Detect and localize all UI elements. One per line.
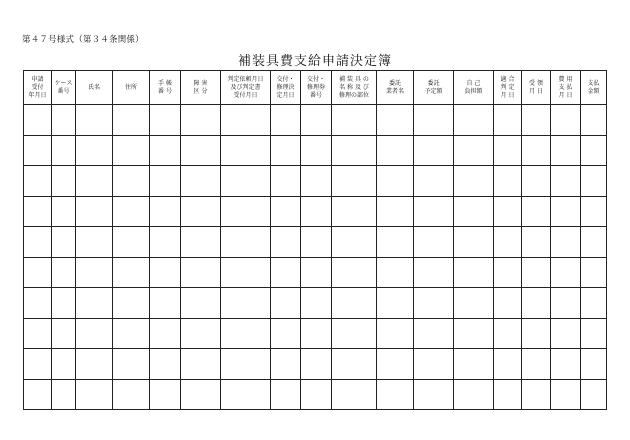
table-cell[interactable] — [271, 257, 301, 288]
table-cell[interactable] — [522, 196, 551, 227]
table-cell[interactable] — [52, 257, 76, 288]
table-cell[interactable] — [113, 166, 150, 197]
table-cell[interactable] — [52, 105, 76, 136]
header-voucher-number: 交付・ 修理券 番号 — [301, 71, 332, 105]
table-cell[interactable] — [271, 135, 301, 166]
table-cell[interactable] — [76, 379, 113, 410]
table-cell[interactable] — [581, 227, 607, 258]
table-cell[interactable] — [113, 105, 150, 136]
table-cell[interactable] — [414, 166, 454, 197]
table-cell[interactable] — [414, 196, 454, 227]
table-cell[interactable] — [522, 135, 551, 166]
table-cell[interactable] — [24, 349, 52, 380]
table-cell[interactable] — [52, 135, 76, 166]
table-cell[interactable] — [24, 288, 52, 319]
table-row — [24, 379, 607, 410]
table-cell[interactable] — [150, 349, 181, 380]
ledger-table — [23, 70, 607, 410]
table-cell[interactable] — [522, 257, 551, 288]
table-cell[interactable] — [52, 349, 76, 380]
table-cell[interactable] — [150, 288, 181, 319]
table-cell[interactable] — [52, 196, 76, 227]
table-cell[interactable] — [522, 166, 551, 197]
table-cell[interactable] — [522, 227, 551, 258]
table-cell[interactable] — [581, 135, 607, 166]
table-cell[interactable] — [150, 257, 181, 288]
table-cell[interactable] — [150, 227, 181, 258]
table-cell[interactable] — [52, 379, 76, 410]
table-row — [24, 318, 607, 349]
table-cell[interactable] — [221, 227, 271, 258]
table-cell[interactable] — [581, 288, 607, 319]
header-handbook-number: 手 帳 番 号 — [150, 71, 181, 105]
table-cell[interactable] — [181, 105, 221, 136]
table-cell[interactable] — [494, 349, 522, 380]
header-self-pay: 自 己 負担額 — [454, 71, 494, 105]
table-cell[interactable] — [494, 318, 522, 349]
table-cell[interactable] — [494, 105, 522, 136]
table-row — [24, 196, 607, 227]
table-cell[interactable] — [377, 349, 414, 380]
table-cell[interactable] — [113, 227, 150, 258]
table-cell[interactable] — [332, 318, 377, 349]
table-cell[interactable] — [454, 105, 494, 136]
table-cell[interactable] — [494, 196, 522, 227]
table-cell[interactable] — [221, 257, 271, 288]
table-cell[interactable] — [301, 105, 332, 136]
table-cell[interactable] — [271, 288, 301, 319]
form-number: 第４７号様式（第３４条関係） — [22, 35, 144, 45]
table-cell[interactable] — [221, 135, 271, 166]
header-payment-amount: 支払 金額 — [581, 71, 607, 105]
table-cell[interactable] — [221, 196, 271, 227]
table-cell[interactable] — [113, 196, 150, 227]
table-cell[interactable] — [24, 227, 52, 258]
table-cell[interactable] — [522, 318, 551, 349]
table-row — [24, 135, 607, 166]
table-cell[interactable] — [301, 288, 332, 319]
table-cell[interactable] — [332, 288, 377, 319]
table-cell[interactable] — [332, 257, 377, 288]
table-cell[interactable] — [377, 227, 414, 258]
table-cell[interactable] — [454, 318, 494, 349]
table-cell[interactable] — [181, 288, 221, 319]
table-cell[interactable] — [301, 227, 332, 258]
header-row — [24, 71, 607, 105]
header-fit-judgment-date: 適 合 判 定 月 日 — [494, 71, 522, 105]
table-cell[interactable] — [221, 349, 271, 380]
table-cell[interactable] — [181, 257, 221, 288]
table-cell[interactable] — [181, 227, 221, 258]
table-cell[interactable] — [332, 379, 377, 410]
table-cell[interactable] — [271, 379, 301, 410]
table-cell[interactable] — [271, 166, 301, 197]
table-cell[interactable] — [332, 349, 377, 380]
table-cell[interactable] — [76, 288, 113, 319]
table-cell[interactable] — [454, 288, 494, 319]
table-cell[interactable] — [221, 318, 271, 349]
table-cell[interactable] — [551, 227, 581, 258]
table-cell[interactable] — [332, 105, 377, 136]
table-cell[interactable] — [454, 379, 494, 410]
table-cell[interactable] — [522, 105, 551, 136]
table-cell[interactable] — [454, 166, 494, 197]
header-application-date: 申請 受付 年月日 — [24, 71, 52, 105]
table-cell[interactable] — [181, 349, 221, 380]
table-cell[interactable] — [113, 135, 150, 166]
table-cell[interactable] — [581, 166, 607, 197]
table-cell[interactable] — [551, 349, 581, 380]
table-cell[interactable] — [494, 288, 522, 319]
table-cell[interactable] — [332, 227, 377, 258]
table-cell[interactable] — [52, 288, 76, 319]
table-cell[interactable] — [150, 166, 181, 197]
table-cell[interactable] — [76, 105, 113, 136]
table-cell[interactable] — [271, 227, 301, 258]
table-cell[interactable] — [24, 105, 52, 136]
header-decision-date: 交付・ 修理決 定月日 — [271, 71, 301, 105]
table-cell[interactable] — [581, 379, 607, 410]
table-cell[interactable] — [221, 105, 271, 136]
table-cell[interactable] — [414, 227, 454, 258]
table-cell[interactable] — [24, 257, 52, 288]
table-cell[interactable] — [76, 166, 113, 197]
table-cell[interactable] — [454, 135, 494, 166]
table-cell[interactable] — [150, 135, 181, 166]
table-cell[interactable] — [52, 227, 76, 258]
table-cell[interactable] — [113, 288, 150, 319]
table-cell[interactable] — [377, 257, 414, 288]
table-cell[interactable] — [414, 288, 454, 319]
table-cell[interactable] — [181, 196, 221, 227]
table-cell[interactable] — [494, 379, 522, 410]
table-row — [24, 257, 607, 288]
table-cell[interactable] — [551, 257, 581, 288]
table-cell[interactable] — [581, 196, 607, 227]
table-cell[interactable] — [301, 318, 332, 349]
table-cell[interactable] — [24, 166, 52, 197]
table-cell[interactable] — [301, 349, 332, 380]
table-cell[interactable] — [551, 166, 581, 197]
table-cell[interactable] — [581, 105, 607, 136]
table-cell[interactable] — [414, 257, 454, 288]
table-cell[interactable] — [454, 227, 494, 258]
table-cell[interactable] — [113, 349, 150, 380]
table-cell[interactable] — [150, 318, 181, 349]
header-judgment-dates: 判定依頼月日 及び判定書 受付月日 — [221, 71, 271, 105]
table-cell[interactable] — [181, 379, 221, 410]
table-row — [24, 105, 607, 136]
table-cell[interactable] — [52, 166, 76, 197]
table-cell[interactable] — [414, 135, 454, 166]
table-cell[interactable] — [581, 257, 607, 288]
table-cell[interactable] — [332, 196, 377, 227]
table-row — [24, 288, 607, 319]
header-name: 氏名 — [76, 71, 113, 105]
table-cell[interactable] — [76, 349, 113, 380]
header-contractor-name: 委託 業者名 — [377, 71, 414, 105]
table-cell[interactable] — [150, 379, 181, 410]
table-cell[interactable] — [24, 135, 52, 166]
table-cell[interactable] — [113, 318, 150, 349]
table-cell[interactable] — [494, 166, 522, 197]
table-cell[interactable] — [301, 257, 332, 288]
table-cell[interactable] — [181, 166, 221, 197]
table-cell[interactable] — [581, 349, 607, 380]
table-cell[interactable] — [271, 105, 301, 136]
table-cell[interactable] — [377, 379, 414, 410]
table-row — [24, 349, 607, 380]
table-cell[interactable] — [24, 379, 52, 410]
header-disability-category: 障 害 区 分 — [181, 71, 221, 105]
table-cell[interactable] — [551, 379, 581, 410]
table-cell[interactable] — [522, 349, 551, 380]
table-cell[interactable] — [377, 105, 414, 136]
table-cell[interactable] — [76, 257, 113, 288]
table-cell[interactable] — [301, 166, 332, 197]
table-cell[interactable] — [76, 196, 113, 227]
table-cell[interactable] — [377, 166, 414, 197]
table-cell[interactable] — [522, 288, 551, 319]
table-cell[interactable] — [377, 135, 414, 166]
table-cell[interactable] — [76, 227, 113, 258]
table-cell[interactable] — [494, 257, 522, 288]
table-cell[interactable] — [454, 196, 494, 227]
ledger-body — [24, 105, 607, 410]
table-cell[interactable] — [271, 196, 301, 227]
table-cell[interactable] — [301, 196, 332, 227]
table-cell[interactable] — [581, 318, 607, 349]
table-cell[interactable] — [454, 349, 494, 380]
table-cell[interactable] — [221, 379, 271, 410]
table-cell[interactable] — [377, 288, 414, 319]
table-cell[interactable] — [271, 349, 301, 380]
table-cell[interactable] — [301, 379, 332, 410]
table-cell[interactable] — [522, 379, 551, 410]
table-cell[interactable] — [332, 135, 377, 166]
table-cell[interactable] — [271, 318, 301, 349]
table-cell[interactable] — [414, 349, 454, 380]
table-cell[interactable] — [551, 318, 581, 349]
table-cell[interactable] — [332, 166, 377, 197]
table-cell[interactable] — [494, 135, 522, 166]
table-cell[interactable] — [221, 166, 271, 197]
table-cell[interactable] — [150, 105, 181, 136]
header-planned-amount: 委託 予定額 — [414, 71, 454, 105]
table-cell[interactable] — [150, 196, 181, 227]
table-cell[interactable] — [24, 196, 52, 227]
table-cell[interactable] — [76, 135, 113, 166]
table-cell[interactable] — [551, 196, 581, 227]
ledger-title: 補装具費支給申請決定簿 — [237, 54, 392, 69]
table-cell[interactable] — [52, 318, 76, 349]
table-cell[interactable] — [301, 135, 332, 166]
table-cell[interactable] — [551, 105, 581, 136]
table-cell[interactable] — [414, 105, 454, 136]
table-cell[interactable] — [551, 288, 581, 319]
table-cell[interactable] — [181, 135, 221, 166]
header-device-name: 補 装 具 の 名 称 及 び 修理の部位 — [332, 71, 377, 105]
header-payment-date: 費 用 支 払 月 日 — [551, 71, 581, 105]
table-cell[interactable] — [113, 379, 150, 410]
header-address: 住所 — [113, 71, 150, 105]
table-cell[interactable] — [414, 318, 454, 349]
table-cell[interactable] — [377, 196, 414, 227]
table-cell[interactable] — [24, 318, 52, 349]
table-cell[interactable] — [113, 257, 150, 288]
table-cell[interactable] — [454, 257, 494, 288]
table-cell[interactable] — [377, 318, 414, 349]
table-cell[interactable] — [494, 227, 522, 258]
table-row — [24, 166, 607, 197]
table-cell[interactable] — [551, 135, 581, 166]
header-case-number: ケース 番号 — [52, 71, 76, 105]
table-cell[interactable] — [414, 379, 454, 410]
header-receipt-date: 受 領 月 日 — [522, 71, 551, 105]
table-cell[interactable] — [76, 318, 113, 349]
table-cell[interactable] — [221, 288, 271, 319]
table-cell[interactable] — [181, 318, 221, 349]
table-row — [24, 227, 607, 258]
